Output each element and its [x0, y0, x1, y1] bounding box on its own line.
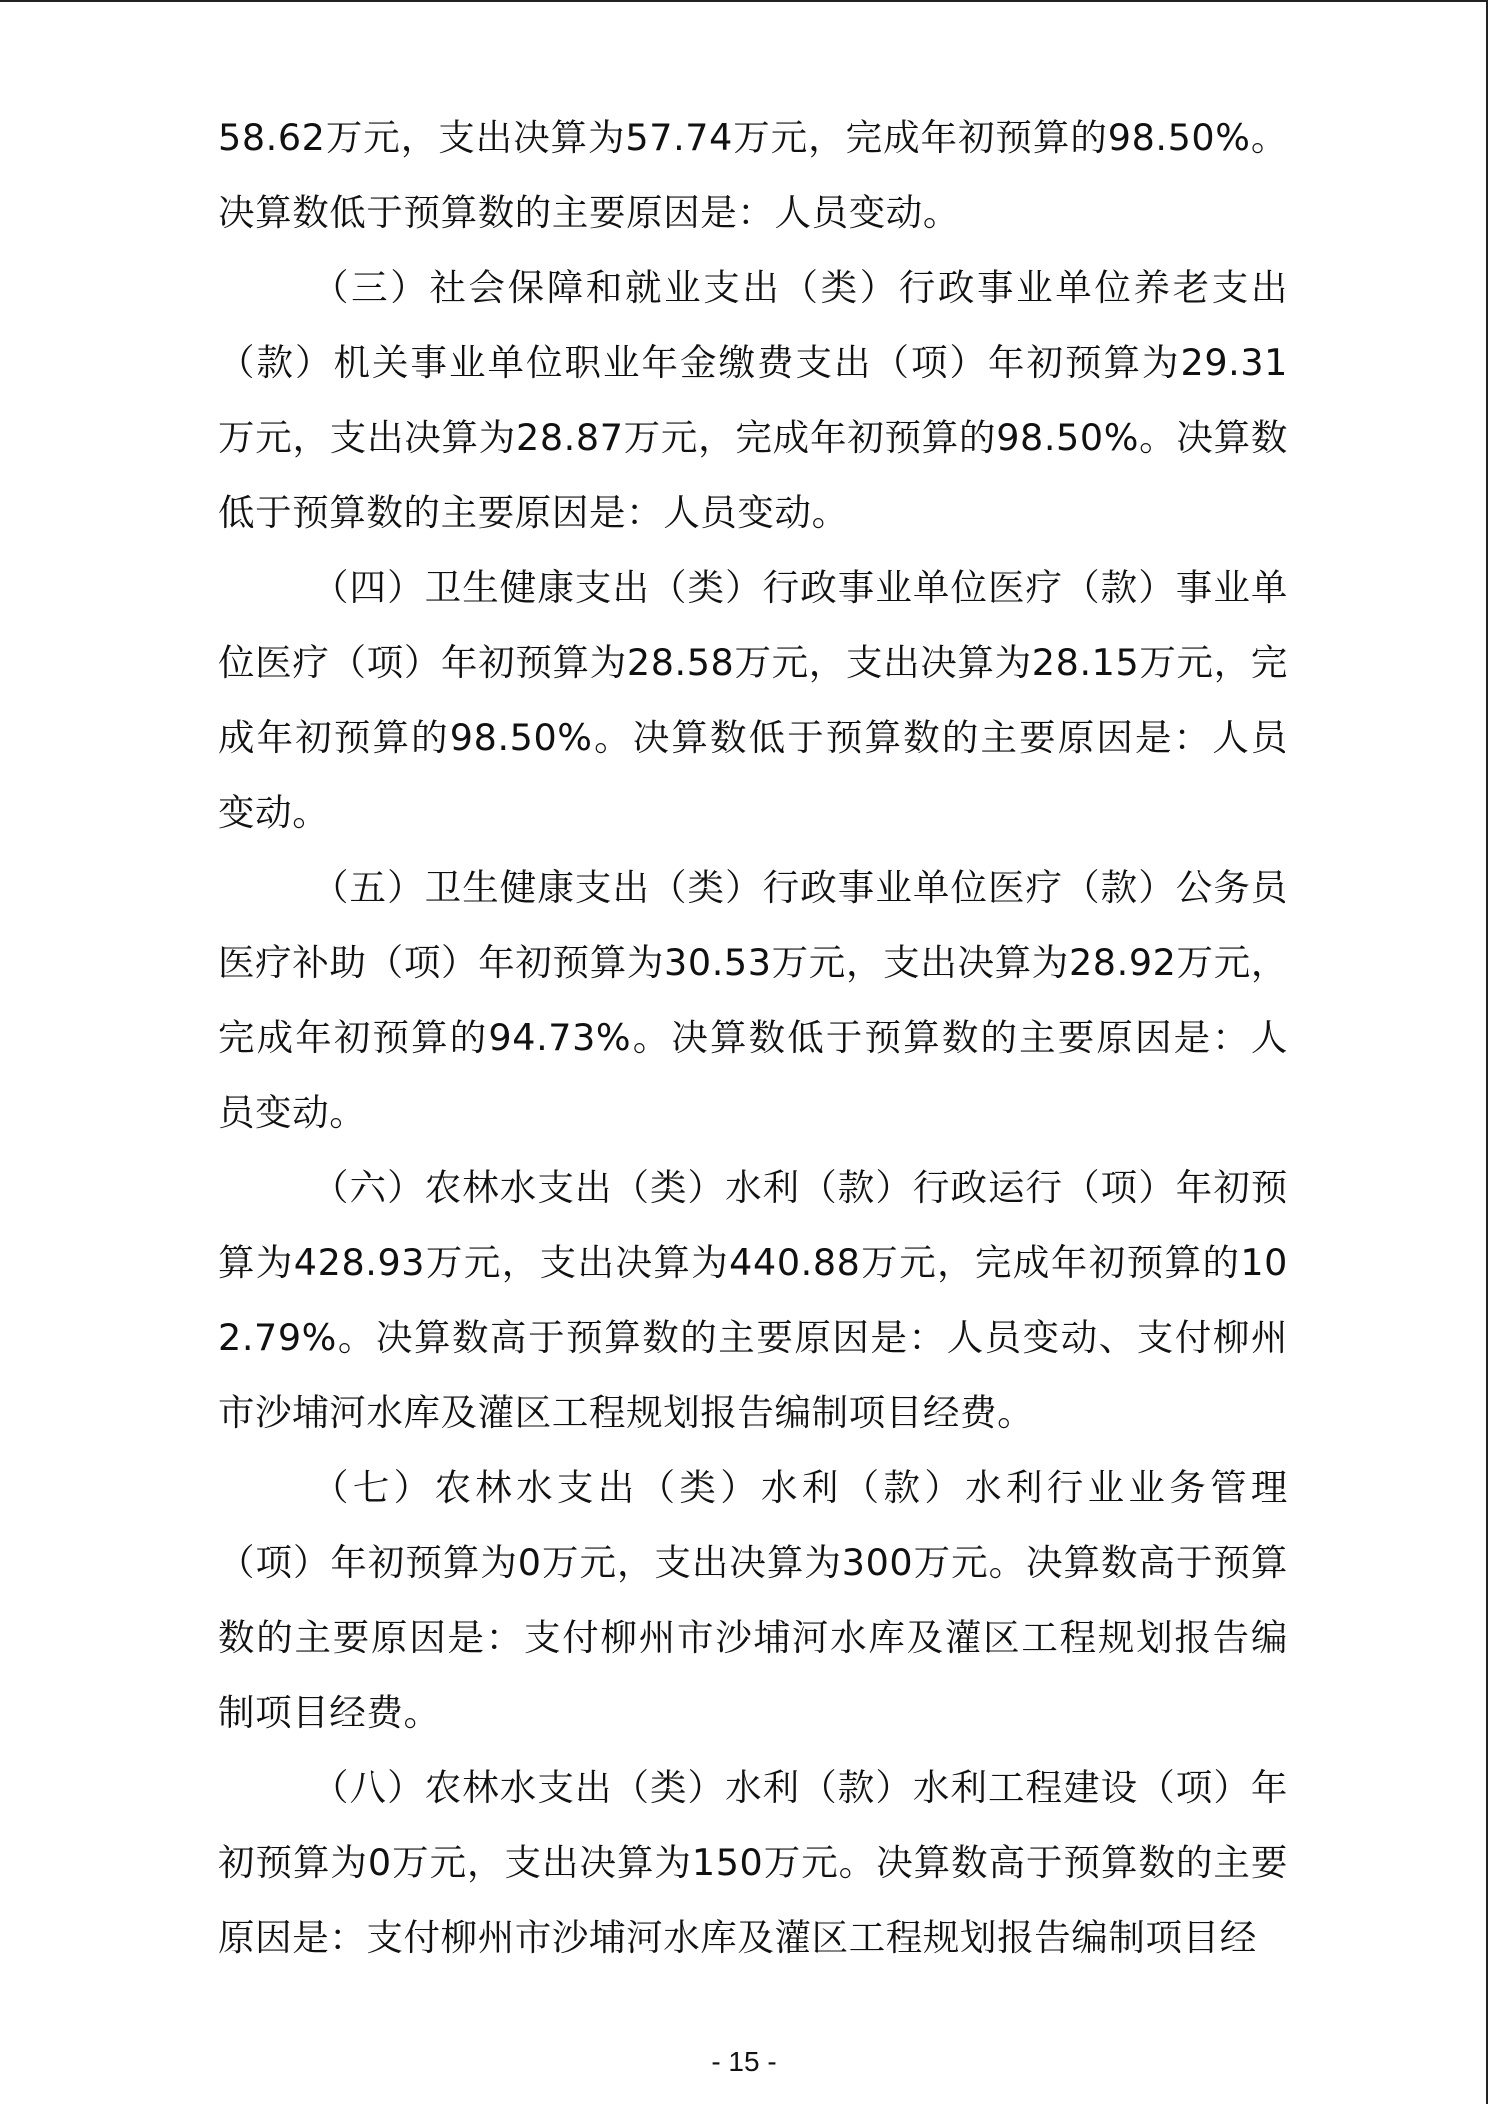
- paragraph-item-7: （七）农林水支出（类）水利（款）水利行业业务管理（项）年初预算为0万元，支出决算为300万元。决算数高于预算数的主要原因是：支付柳州市沙埔河水库及灌区工程规划报告编制项目经费。: [218, 1466, 1288, 1734]
- paragraph-item-3: （三）社会保障和就业支出（类）行政事业单位养老支出（款）机关事业单位职业年金缴费支出（项）年初预算为29.31万元，支出决算为28.87万元，完成年初预算的98.50%。决算数低于预算数的主要原因是：人员变动。: [218, 266, 1288, 534]
- page-border-top: [0, 0, 1488, 2]
- paragraph-item-5: （五）卫生健康支出（类）行政事业单位医疗（款）公务员医疗补助（项）年初预算为30.53万元，支出决算为28.92万元，完成年初预算的94.73%。决算数低于预算数的主要原因是：人员变动。: [218, 866, 1288, 1134]
- paragraph-item-6: （六）农林水支出（类）水利（款）行政运行（项）年初预算为428.93万元，支出决算为440.88万元，完成年初预算的102.79%。决算数高于预算数的主要原因是：人员变动、支付柳州市沙埔河水库及灌区工程规划报告编制项目经费。: [218, 1166, 1288, 1434]
- paragraph-item-8: （八）农林水支出（类）水利（款）水利工程建设（项）年初预算为0万元，支出决算为150万元。决算数高于预算数的主要原因是：支付柳州市沙埔河水库及灌区工程规划报告编制项目经: [218, 1766, 1288, 1959]
- paragraph-item-4: （四）卫生健康支出（类）行政事业单位医疗（款）事业单位医疗（项）年初预算为28.58万元，支出决算为28.15万元，完成年初预算的98.50%。决算数低于预算数的主要原因是：人员变动。: [218, 566, 1288, 834]
- document-body: [218, 100, 1288, 1975]
- page-number: - 15 -: [711, 2046, 777, 2077]
- paragraph-continuation: 58.62万元，支出决算为57.74万元，完成年初预算的98.50%。决算数低于预算数的主要原因是：人员变动。: [218, 116, 1288, 234]
